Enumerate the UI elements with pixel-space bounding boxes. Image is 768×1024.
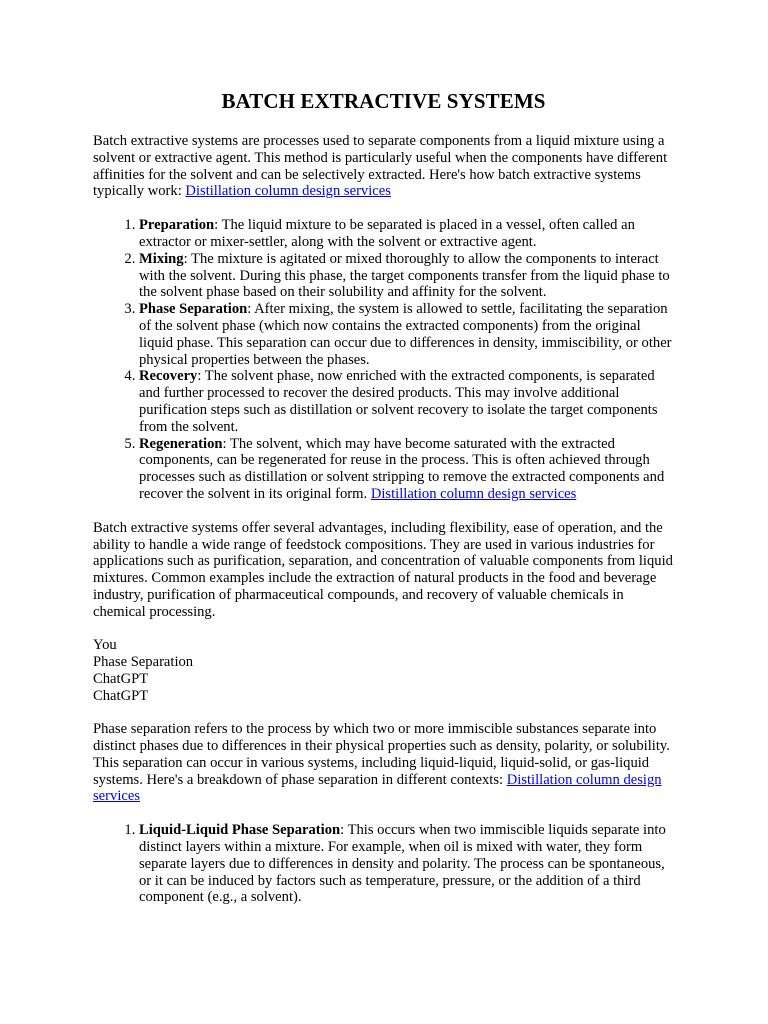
phase-list <box>93 822 674 906</box>
chat-line-topic: Phase Separation <box>93 654 194 671</box>
steps-list <box>93 217 674 503</box>
phase-term: Liquid-Liquid Phase Separation <box>139 822 341 839</box>
step-text: : The solvent phase, now enriched with the extracted components, is separated and further processed to recover the desired products. This may involve additional purification steps such as distillation or solvent recovery to isolate the target components from the solvent. <box>139 368 658 435</box>
intro-paragraph <box>93 133 674 200</box>
step-text: : The mixture is agitated or mixed thoroughly to allow the components to interact with the solvent. During this phase, the target components transfer from the liquid phase to the solvent phase based on their solubility and affinity for the solvent. <box>139 250 670 301</box>
step-text: : After mixing, the system is allowed to settle, facilitating the separation of the solvent phase (which now contains the extracted components) from the original liquid phase. This separation can occur due to differences in density, immiscibility, or other physical properties between the phases. <box>139 301 672 368</box>
page-title: BATCH EXTRACTIVE SYSTEMS <box>221 89 546 113</box>
chat-line-chatgpt: ChatGPT <box>93 687 149 704</box>
step-text: : The liquid mixture to be separated is placed in a vessel, often called an extractor or mixer-settler, along with the solvent or extractive agent. <box>139 217 635 250</box>
distillation-link-2[interactable]: Distillation column design services <box>370 485 577 502</box>
distillation-link-1[interactable]: Distillation column design services <box>185 183 391 200</box>
chat-lines <box>93 637 674 704</box>
phase-text: : This occurs when two immiscible liquids separate into distinct layers within a mixture. For example, when oil is mixed with water, they form separate layers due to differences in density and polarity. The process can be spontaneous, or it can be induced by factors such as temperature, pressure, or the addition of a third component (e.g., a solvent). <box>139 822 666 906</box>
chat-line-chatgpt: ChatGPT <box>93 670 149 687</box>
phase-intro-paragraph <box>93 721 674 805</box>
step-text: : The solvent, which may have become saturated with the extracted components, can be regenerated for reuse in the process. This is often achieved through processes such as distillation or solvent stripping to remove the extracted components and recover the solvent in its original form. <box>139 435 665 502</box>
list-item <box>139 251 674 301</box>
intro-text: Batch extractive systems are processes used to separate components from a liquid mixture using a solvent or extractive agent. This method is particularly useful when the components have different affinities for the solvent and can be selectively extracted. Here's how batch extractive systems typically work: <box>93 133 668 200</box>
chat-line-you: You <box>93 637 117 654</box>
list-item <box>139 301 674 368</box>
list-item <box>139 368 674 435</box>
list-item <box>139 436 674 503</box>
list-item <box>139 822 674 906</box>
step-term: Recovery <box>139 368 198 385</box>
distillation-link-3[interactable]: Distillation column design services <box>93 771 662 805</box>
list-item <box>139 217 674 251</box>
step-term: Regeneration <box>139 435 223 452</box>
phase-intro-text: Phase separation refers to the process by which two or more immiscible substances separate into distinct phases due to differences in their physical properties such as density, polarity, or solubility. This separation can occur in various systems, including liquid-liquid, liquid-solid, or gas-liquid systems. Here's a breakdown of phase separation in different contexts: <box>93 721 670 788</box>
step-term: Mixing <box>139 250 184 267</box>
step-term: Phase Separation <box>139 301 248 318</box>
advantages-paragraph: Batch extractive systems offer several advantages, including flexibility, ease of operation, and the ability to handle a wide range of feedstock compositions. They are used in various industries for applications such as purification, separation, and concentration of valuable components from liquid mixtures. Common examples include the extraction of natural products in the food and beverage industry, purification of pharmaceutical compounds, and recovery of valuable chemicals in chemical processing. <box>93 519 673 620</box>
step-term: Preparation <box>139 217 215 234</box>
